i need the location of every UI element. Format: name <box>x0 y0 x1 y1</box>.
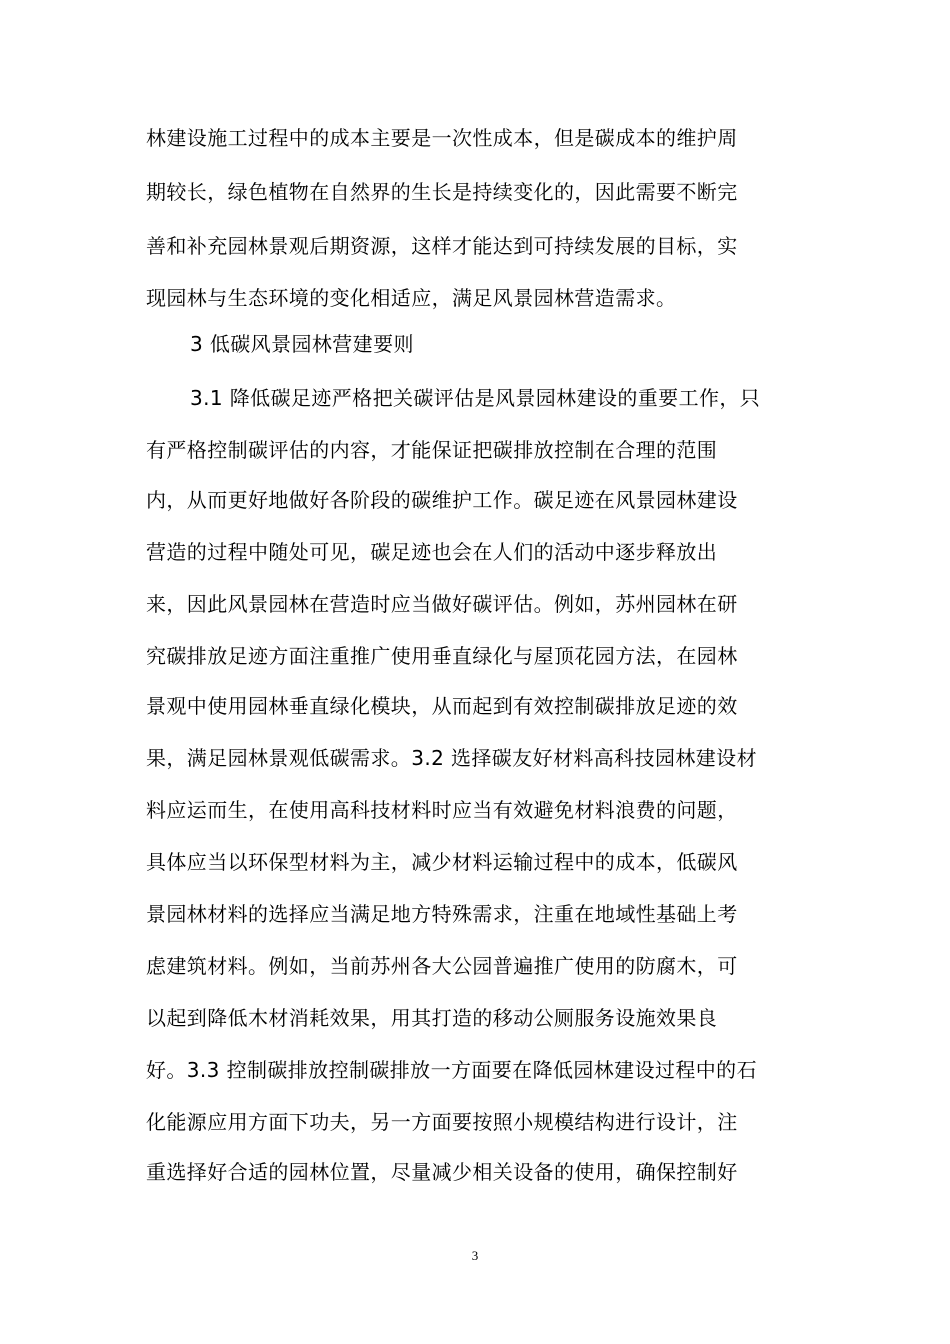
body-text-line: 化能源应用方面下功夫，另一方面要按照小规模结构进行设计，注 <box>146 1110 738 1134</box>
body-text-line: 重选择好合适的园林位置，尽量减少相关设备的使用，确保控制好 <box>146 1160 738 1184</box>
section-heading: 3 低碳风景园林营建要则 <box>190 332 414 356</box>
body-text-line: 好。3.3 控制碳排放控制碳排放一方面要在降低园林建设过程中的石 <box>146 1058 757 1082</box>
body-text-line: 现园林与生态环境的变化相适应，满足风景园林营造需求。 <box>146 286 677 310</box>
body-text-line: 究碳排放足迹方面注重推广使用垂直绿化与屋顶花园方法，在园林 <box>146 644 738 668</box>
body-text-line: 期较长，绿色植物在自然界的生长是持续变化的，因此需要不断完 <box>146 180 738 204</box>
body-text-line: 来，因此风景园林在营造时应当做好碳评估。例如，苏州园林在研 <box>146 592 738 616</box>
body-text-line: 景观中使用园林垂直绿化模块，从而起到有效控制碳排放足迹的效 <box>146 694 738 718</box>
body-text-line: 以起到降低木材消耗效果，用其打造的移动公厕服务设施效果良 <box>146 1006 718 1030</box>
page-number: 3 <box>471 1248 479 1263</box>
body-text-line: 具体应当以环保型材料为主，减少材料运输过程中的成本，低碳风 <box>146 850 738 874</box>
body-text-line: 林建设施工过程中的成本主要是一次性成本，但是碳成本的维护周 <box>146 126 738 150</box>
body-text-line: 营造的过程中随处可见，碳足迹也会在人们的活动中逐步释放出 <box>146 540 718 564</box>
body-text-line: 料应运而生，在使用高科技材料时应当有效避免材料浪费的问题， <box>146 798 738 822</box>
body-text-line: 景园林材料的选择应当满足地方特殊需求，注重在地域性基础上考 <box>146 902 738 926</box>
body-text-line: 3.1 降低碳足迹严格把关碳评估是风景园林建设的重要工作，只 <box>190 386 761 410</box>
body-text-line: 有严格控制碳评估的内容，才能保证把碳排放控制在合理的范围 <box>146 438 718 462</box>
body-text-line: 果，满足园林景观低碳需求。3.2 选择碳友好材料高科技园林建设材 <box>146 746 757 770</box>
body-text-line: 善和补充园林景观后期资源，这样才能达到可持续发展的目标，实 <box>146 234 738 258</box>
body-text-line: 内，从而更好地做好各阶段的碳维护工作。碳足迹在风景园林建设 <box>146 488 738 512</box>
body-text-line: 虑建筑材料。例如，当前苏州各大公园普遍推广使用的防腐木，可 <box>146 954 738 978</box>
